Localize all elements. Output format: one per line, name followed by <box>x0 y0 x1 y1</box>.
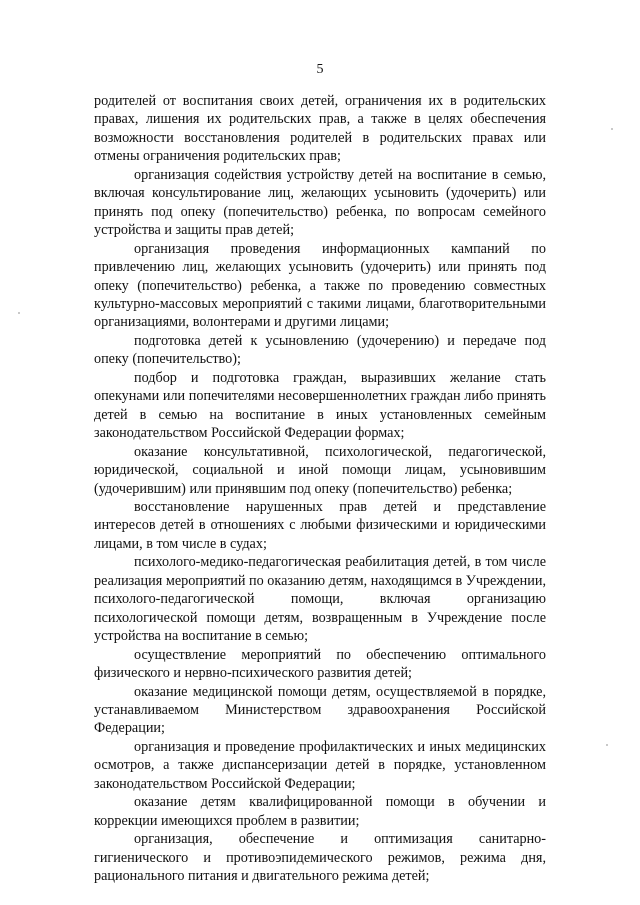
scan-speck <box>606 744 608 746</box>
paragraph-development-measures: осуществление мероприятий по обеспечению оптимального физического и нервно-психического развития детей; <box>94 646 546 682</box>
page-number: 5 <box>316 62 324 77</box>
paragraph-rehabilitation: психолого-медико-педагогическая реабилитация детей, в том числе реализация мероприятий по оказанию детям, находящимся в Учреждении, психолого-педагогической помощи, включая организацию психологической помощи детям, возвращенным в Учреждение после устройства на воспитание в семью; <box>94 554 546 645</box>
scan-speck <box>18 312 20 314</box>
paragraph-adoption-preparation: подготовка детей к усыновлению (удочерению) и передаче под опеку (попечительство); <box>94 332 546 368</box>
paragraph-continuation: родителей от воспитания своих детей, ограничения их в родительских правах, лишения их родительских прав, а также в целях обеспечения возможности восстановления родителей в родительских правах или отмены ограничения родительских прав; <box>94 93 546 165</box>
paragraph-family-placement-assistance: организация содействия устройству детей на воспитание в семью, включая консультирование лиц, желающих усыновить (удочерить) или принять под опеку (попечительство) ребенка, по вопросам семейного устройства и защиты прав детей; <box>94 166 546 239</box>
paragraph-medical-examinations: организация и проведение профилактических и иных медицинских осмотров, а также диспансеризации детей в порядке, установленном законодательством Российской Федерации; <box>94 738 546 792</box>
paragraph-consulting-help: оказание консультативной, психологической, педагогической, юридической, социальной и иной помощи лицам, усыновившим (удочерившим) или принявшим под опеку (попечительство) ребенка; <box>94 443 546 497</box>
paragraph-medical-care: оказание медицинской помощи детям, осуществляемой в порядке, устанавливаемом Министерством здравоохранения Российской Федерации; <box>94 683 546 737</box>
paragraph-learning-help: оказание детям квалифицированной помощи в обучении и коррекции имеющихся проблем в развитии; <box>94 794 546 829</box>
scan-speck <box>611 128 613 130</box>
paragraph-sanitary-regime: организация, обеспечение и оптимизация санитарно-гигиенического и противоэпидемического режимов, режима дня, рационального питания и двигательного режима детей; <box>94 831 546 885</box>
paragraph-guardian-selection: подбор и подготовка граждан, выразивших желание стать опекунами или попечителями несовершеннолетних граждан либо принять детей в семью на воспитание в иных установленных семейным законодательством Российской Федерации формах; <box>94 369 546 442</box>
paragraph-rights-restoration: восстановление нарушенных прав детей и представление интересов детей в отношениях с любыми физическими и юридическими лицами, в том числе в судах; <box>94 498 546 552</box>
paragraph-information-campaigns: организация проведения информационных кампаний по привлечению лиц, желающих усыновить (удочерить) или принять под опеку (попечительство) ребенка, а также по проведению совместных культурно-массовых мероприятий с такими лицами, благотворительными организациями, волонтерами и другими лицами; <box>94 240 546 331</box>
body-text <box>94 92 546 885</box>
